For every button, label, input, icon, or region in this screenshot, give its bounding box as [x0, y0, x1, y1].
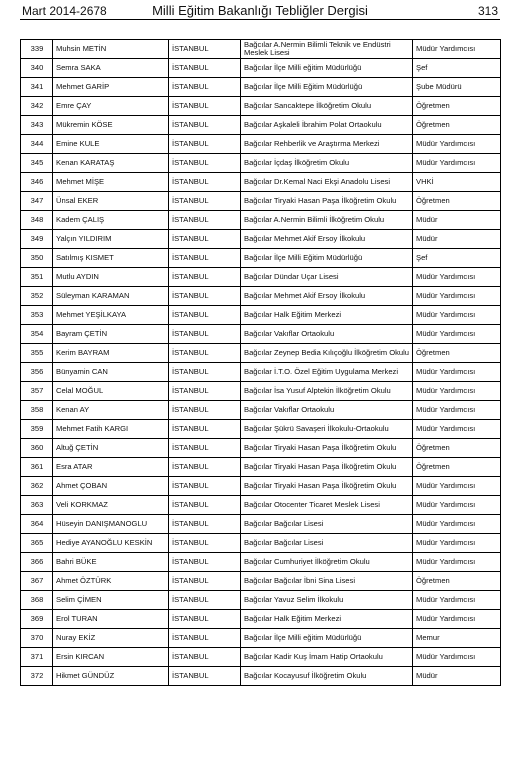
province-cell: İSTANBUL: [169, 154, 241, 173]
province-cell: İSTANBUL: [169, 439, 241, 458]
row-number-cell: 356: [21, 363, 53, 382]
person-name-cell: Bayram ÇETİN: [53, 325, 169, 344]
institution-cell: Bağcılar Mehmet Akif Ersoy İlkokulu: [241, 287, 413, 306]
position-cell: Öğretmen: [413, 439, 501, 458]
position-cell: Müdür Yardımcısı: [413, 154, 501, 173]
position-cell: Müdür Yardımcısı: [413, 287, 501, 306]
institution-cell: Bağcılar A.Nermin Bilimli Teknik ve Endüstri Meslek Lisesi: [241, 40, 413, 59]
table-row: [21, 572, 501, 591]
table-row: [21, 287, 501, 306]
person-name-cell: Kenan AY: [53, 401, 169, 420]
institution-cell: Bağcılar Otocenter Ticaret Meslek Lisesi: [241, 496, 413, 515]
institution-cell: Bağcılar Dr.Kemal Naci Ekşi Anadolu Lisesi: [241, 173, 413, 192]
institution-cell: Bağcılar Bağcılar Lisesi: [241, 534, 413, 553]
person-name-cell: Kenan KARATAŞ: [53, 154, 169, 173]
row-number-cell: 343: [21, 116, 53, 135]
person-name-cell: Emre ÇAY: [53, 97, 169, 116]
row-number-cell: 362: [21, 477, 53, 496]
position-cell: VHKİ: [413, 173, 501, 192]
records-body: [21, 40, 501, 686]
person-name-cell: Ünsal EKER: [53, 192, 169, 211]
position-cell: Müdür Yardımcısı: [413, 363, 501, 382]
row-number-cell: 340: [21, 59, 53, 78]
institution-cell: Bağcılar Kocayusuf İlköğretim Okulu: [241, 667, 413, 686]
institution-cell: Bağcılar İ.T.O. Özel Eğitim Uygulama Merkezi: [241, 363, 413, 382]
row-number-cell: 364: [21, 515, 53, 534]
position-cell: Müdür Yardımcısı: [413, 591, 501, 610]
position-cell: Müdür Yardımcısı: [413, 268, 501, 287]
province-cell: İSTANBUL: [169, 496, 241, 515]
table-row: [21, 306, 501, 325]
journal-title: Milli Eğitim Bakanlığı Tebliğler Dergisi: [152, 3, 368, 18]
province-cell: İSTANBUL: [169, 116, 241, 135]
row-number-cell: 344: [21, 135, 53, 154]
province-cell: İSTANBUL: [169, 648, 241, 667]
institution-cell: Bağcılar İlçe Milli eğitim Müdürlüğü: [241, 59, 413, 78]
person-name-cell: Satılmış KISMET: [53, 249, 169, 268]
person-name-cell: Yalçın YILDIRIM: [53, 230, 169, 249]
person-name-cell: Süleyman KARAMAN: [53, 287, 169, 306]
position-cell: Müdür Yardımcısı: [413, 534, 501, 553]
institution-cell: Bağcılar Dündar Uçar Lisesi: [241, 268, 413, 287]
table-row: [21, 591, 501, 610]
position-cell: Öğretmen: [413, 572, 501, 591]
institution-cell: Bağcılar Zeynep Bedia Kılıçoğlu İlköğretim Okulu: [241, 344, 413, 363]
person-name-cell: Hediye AYANOĞLU KESKİN: [53, 534, 169, 553]
table-row: [21, 496, 501, 515]
row-number-cell: 351: [21, 268, 53, 287]
row-number-cell: 368: [21, 591, 53, 610]
institution-cell: Bağcılar İlçe Milli Eğitim Müdürlüğü: [241, 78, 413, 97]
person-name-cell: Kerim BAYRAM: [53, 344, 169, 363]
position-cell: Müdür Yardımcısı: [413, 553, 501, 572]
row-number-cell: 345: [21, 154, 53, 173]
row-number-cell: 366: [21, 553, 53, 572]
row-number-cell: 358: [21, 401, 53, 420]
table-row: [21, 553, 501, 572]
records-table: [20, 39, 501, 686]
province-cell: İSTANBUL: [169, 420, 241, 439]
position-cell: Müdür Yardımcısı: [413, 306, 501, 325]
row-number-cell: 372: [21, 667, 53, 686]
table-row: [21, 439, 501, 458]
position-cell: Öğretmen: [413, 344, 501, 363]
institution-cell: Bağcılar Bağcılar İbni Sina Lisesi: [241, 572, 413, 591]
institution-cell: Bağcılar Halk Eğitim Merkezi: [241, 610, 413, 629]
institution-cell: Bağcılar A.Nermin Bilimli İlköğretim Okulu: [241, 211, 413, 230]
row-number-cell: 369: [21, 610, 53, 629]
province-cell: İSTANBUL: [169, 249, 241, 268]
position-cell: Müdür: [413, 667, 501, 686]
province-cell: İSTANBUL: [169, 610, 241, 629]
table-row: [21, 40, 501, 59]
person-name-cell: Mehmet YEŞİLKAYA: [53, 306, 169, 325]
row-number-cell: 349: [21, 230, 53, 249]
province-cell: İSTANBUL: [169, 629, 241, 648]
position-cell: Müdür Yardımcısı: [413, 477, 501, 496]
table-row: [21, 629, 501, 648]
table-row: [21, 116, 501, 135]
person-name-cell: Semra SAKA: [53, 59, 169, 78]
position-cell: Müdür Yardımcısı: [413, 648, 501, 667]
institution-cell: Bağcılar Halk Eğitim Merkezi: [241, 306, 413, 325]
table-row: [21, 420, 501, 439]
position-cell: Öğretmen: [413, 97, 501, 116]
row-number-cell: 361: [21, 458, 53, 477]
table-row: [21, 344, 501, 363]
person-name-cell: Mehmet MİŞE: [53, 173, 169, 192]
table-row: [21, 97, 501, 116]
table-row: [21, 534, 501, 553]
header-rule: [20, 19, 500, 20]
person-name-cell: Mehmet GARİP: [53, 78, 169, 97]
position-cell: Öğretmen: [413, 192, 501, 211]
province-cell: İSTANBUL: [169, 78, 241, 97]
row-number-cell: 355: [21, 344, 53, 363]
position-cell: Memur: [413, 629, 501, 648]
province-cell: İSTANBUL: [169, 135, 241, 154]
position-cell: Müdür Yardımcısı: [413, 496, 501, 515]
institution-cell: Bağcılar Sancaktepe İlköğretim Okulu: [241, 97, 413, 116]
row-number-cell: 352: [21, 287, 53, 306]
row-number-cell: 341: [21, 78, 53, 97]
institution-cell: Bağcılar Cumhuriyet İlköğretim Okulu: [241, 553, 413, 572]
institution-cell: Bağcılar Vakıflar Ortaokulu: [241, 325, 413, 344]
row-number-cell: 370: [21, 629, 53, 648]
institution-cell: Bağcılar İsa Yusuf Alptekin İlköğretim Okulu: [241, 382, 413, 401]
institution-cell: Bağcılar İlçe Milli eğitim Müdürlüğü: [241, 629, 413, 648]
position-cell: Öğretmen: [413, 458, 501, 477]
person-name-cell: Celal MOĞUL: [53, 382, 169, 401]
table-row: [21, 211, 501, 230]
position-cell: Müdür Yardımcısı: [413, 40, 501, 59]
table-row: [21, 78, 501, 97]
province-cell: İSTANBUL: [169, 458, 241, 477]
row-number-cell: 357: [21, 382, 53, 401]
person-name-cell: Bahri BÜKE: [53, 553, 169, 572]
row-number-cell: 354: [21, 325, 53, 344]
province-cell: İSTANBUL: [169, 287, 241, 306]
province-cell: İSTANBUL: [169, 173, 241, 192]
table-row: [21, 325, 501, 344]
table-row: [21, 610, 501, 629]
row-number-cell: 348: [21, 211, 53, 230]
person-name-cell: Ahmet ÇOBAN: [53, 477, 169, 496]
row-number-cell: 365: [21, 534, 53, 553]
table-row: [21, 192, 501, 211]
page-number: 313: [477, 4, 498, 18]
row-number-cell: 363: [21, 496, 53, 515]
position-cell: Şef: [413, 249, 501, 268]
table-row: [21, 249, 501, 268]
province-cell: İSTANBUL: [169, 344, 241, 363]
institution-cell: Bağcılar Aşkaleli İbrahim Polat Ortaokulu: [241, 116, 413, 135]
institution-cell: Bağcılar Mehmet Akif Ersoy İlkokulu: [241, 230, 413, 249]
position-cell: Öğretmen: [413, 116, 501, 135]
position-cell: Müdür Yardımcısı: [413, 382, 501, 401]
person-name-cell: Hüseyin DANIŞMANOGLU: [53, 515, 169, 534]
page-header: [22, 3, 498, 19]
row-number-cell: 347: [21, 192, 53, 211]
person-name-cell: Nuray EKİZ: [53, 629, 169, 648]
institution-cell: Bağcılar Tiryaki Hasan Paşa İlköğretim Okulu: [241, 458, 413, 477]
province-cell: İSTANBUL: [169, 591, 241, 610]
province-cell: İSTANBUL: [169, 97, 241, 116]
province-cell: İSTANBUL: [169, 192, 241, 211]
position-cell: Müdür Yardımcısı: [413, 610, 501, 629]
table-row: [21, 173, 501, 192]
person-name-cell: Ersin KIRCAN: [53, 648, 169, 667]
position-cell: Müdür Yardımcısı: [413, 135, 501, 154]
table-row: [21, 477, 501, 496]
person-name-cell: Erol TURAN: [53, 610, 169, 629]
person-name-cell: Ahmet ÖZTÜRK: [53, 572, 169, 591]
institution-cell: Bağcılar Yavuz Selim İlkokulu: [241, 591, 413, 610]
table-row: [21, 382, 501, 401]
province-cell: İSTANBUL: [169, 40, 241, 59]
institution-cell: Bağcılar Vakıflar Ortaokulu: [241, 401, 413, 420]
table-row: [21, 515, 501, 534]
province-cell: İSTANBUL: [169, 382, 241, 401]
institution-cell: Bağcılar Tiryaki Hasan Paşa İlköğretim Okulu: [241, 192, 413, 211]
position-cell: Müdür Yardımcısı: [413, 401, 501, 420]
institution-cell: Bağcılar Tiryaki Hasan Paşa İlköğretim Okulu: [241, 439, 413, 458]
row-number-cell: 371: [21, 648, 53, 667]
table-row: [21, 667, 501, 686]
institution-cell: Bağcılar İçdaş İlköğretim Okulu: [241, 154, 413, 173]
position-cell: Şef: [413, 59, 501, 78]
issue-date: Mart 2014-2678: [22, 4, 107, 18]
person-name-cell: Muhsin METİN: [53, 40, 169, 59]
position-cell: Şube Müdürü: [413, 78, 501, 97]
row-number-cell: 342: [21, 97, 53, 116]
province-cell: İSTANBUL: [169, 553, 241, 572]
row-number-cell: 350: [21, 249, 53, 268]
table-row: [21, 458, 501, 477]
institution-cell: Bağcılar Bağcılar Lisesi: [241, 515, 413, 534]
province-cell: İSTANBUL: [169, 515, 241, 534]
position-cell: Müdür: [413, 230, 501, 249]
province-cell: İSTANBUL: [169, 268, 241, 287]
person-name-cell: Selim ÇİMEN: [53, 591, 169, 610]
row-number-cell: 359: [21, 420, 53, 439]
position-cell: Müdür Yardımcısı: [413, 420, 501, 439]
institution-cell: Bağcılar Rehberlik ve Araştırma Merkezi: [241, 135, 413, 154]
person-name-cell: Emine KULE: [53, 135, 169, 154]
province-cell: İSTANBUL: [169, 401, 241, 420]
position-cell: Müdür Yardımcısı: [413, 325, 501, 344]
person-name-cell: Esra ATAR: [53, 458, 169, 477]
table-row: [21, 401, 501, 420]
table-row: [21, 230, 501, 249]
row-number-cell: 346: [21, 173, 53, 192]
province-cell: İSTANBUL: [169, 572, 241, 591]
row-number-cell: 367: [21, 572, 53, 591]
institution-cell: Bağcılar Tiryaki Hasan Paşa İlköğretim Okulu: [241, 477, 413, 496]
person-name-cell: Hikmet GÜNDÜZ: [53, 667, 169, 686]
province-cell: İSTANBUL: [169, 534, 241, 553]
table-row: [21, 59, 501, 78]
table-row: [21, 363, 501, 382]
position-cell: Müdür Yardımcısı: [413, 515, 501, 534]
institution-cell: Bağcılar Kadir Kuş İmam Hatip Ortaokulu: [241, 648, 413, 667]
province-cell: İSTANBUL: [169, 230, 241, 249]
person-name-cell: Altuğ ÇETİN: [53, 439, 169, 458]
person-name-cell: Mehmet Fatih KARGI: [53, 420, 169, 439]
row-number-cell: 360: [21, 439, 53, 458]
row-number-cell: 339: [21, 40, 53, 59]
province-cell: İSTANBUL: [169, 325, 241, 344]
table-row: [21, 154, 501, 173]
institution-cell: Bağcılar İlçe Milli Eğitim Müdürlüğü: [241, 249, 413, 268]
province-cell: İSTANBUL: [169, 363, 241, 382]
province-cell: İSTANBUL: [169, 477, 241, 496]
position-cell: Müdür: [413, 211, 501, 230]
province-cell: İSTANBUL: [169, 59, 241, 78]
province-cell: İSTANBUL: [169, 306, 241, 325]
person-name-cell: Veli KORKMAZ: [53, 496, 169, 515]
province-cell: İSTANBUL: [169, 211, 241, 230]
person-name-cell: Mutlu AYDIN: [53, 268, 169, 287]
province-cell: İSTANBUL: [169, 667, 241, 686]
table-row: [21, 268, 501, 287]
row-number-cell: 353: [21, 306, 53, 325]
table-row: [21, 648, 501, 667]
person-name-cell: Bünyamin CAN: [53, 363, 169, 382]
person-name-cell: Mükremin KÖSE: [53, 116, 169, 135]
person-name-cell: Kadem ÇALIŞ: [53, 211, 169, 230]
institution-cell: Bağcılar Şükrü Savaşeri İlkokulu-Ortaokulu: [241, 420, 413, 439]
table-row: [21, 135, 501, 154]
